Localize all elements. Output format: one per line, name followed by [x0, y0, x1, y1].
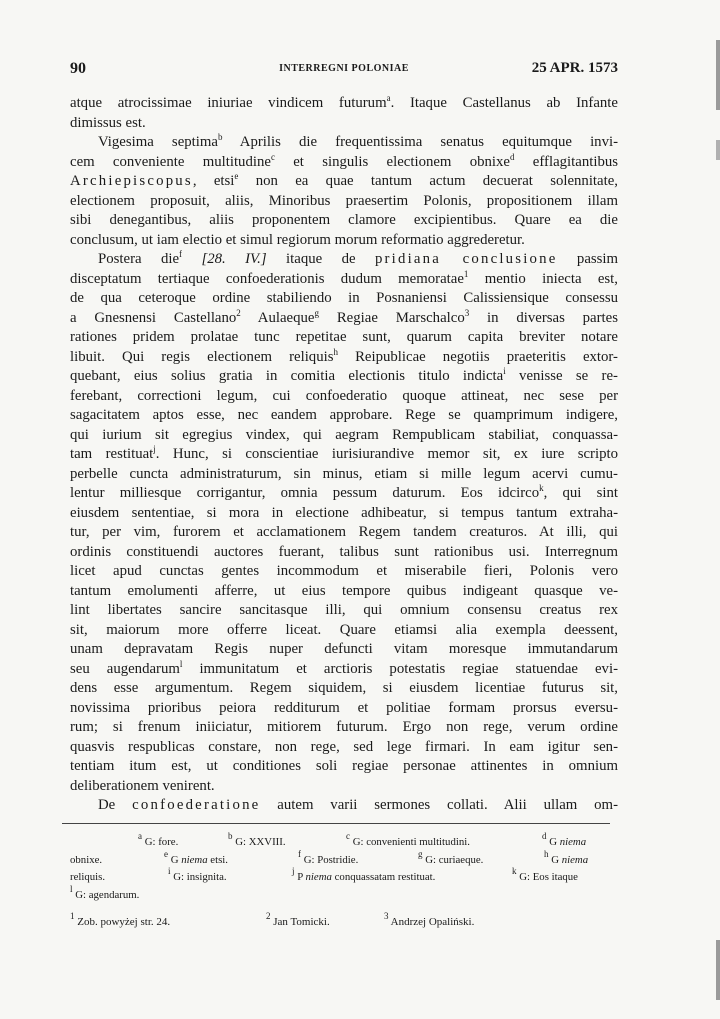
text-line: tantum emolumenti afferre, ut eius tempore quibus indigeant quasque ve-	[70, 582, 618, 599]
text-line: perbelle cuncta administraturum, sin minus, etiam si mille legum acervi cumu-	[70, 465, 618, 482]
text-line: atque atrocissimae iniuriae vindicem futurum$^a$. Itaque Castellanus ab Infante	[70, 93, 618, 111]
text-line: dimissus est.	[70, 114, 146, 131]
text-line: rationes pridem prolatae tunc repetitae sunt, quarum capita breviter notare	[70, 329, 618, 345]
variant-notes-line: obnixe. $^e$ G niema etsi. $^f$ G: Postridie. $^g$ G: curiaeque. $^h$ G niema	[70, 848, 589, 866]
header-date: 25 APR. 1573	[531, 60, 618, 76]
text-line: electionem proposuit, aliis, Minoribus praesertim Polonis, propositionem illam	[70, 192, 618, 209]
text-line: quebant, eius solius gratia in comitia electionis titulo indicta$^i$ venisse se re-	[70, 366, 618, 384]
text-line: quasvis respublicas constare, non rege, sed lege firmari. In eam igitur sen-	[70, 738, 618, 755]
footnote-divider	[62, 823, 610, 824]
text-line: libuit. Qui regis electionem reliquis$^h$ Reipublicae negotiis praeteritis extor-	[70, 346, 618, 365]
text-line: ordinis constituendi auctores fuerant, talibus sunt rationibus usi. Interregnum	[70, 543, 618, 560]
text-line: lint libertates sancire sancitasque illi, qui omnium consensu creatus rex	[70, 602, 618, 618]
text-line: ferebant, correctioni legum, cui confoederatio quoque attineat, nec sese per	[70, 387, 618, 404]
text-line: Vigesima septima$^b$ Aprilis die frequentissima senatus equitumque invi-	[98, 132, 619, 150]
variant-notes-line: $^a$ G: fore. $^b$ G: XXVIII. $^c$ G: convenienti multitudini. $^d$ G niema	[138, 831, 587, 848]
text-line: a Gnesnensi Castellano$^2$ Aulaeque$^g$ Regiae Marschalco$^3$ in diversas partes	[70, 307, 618, 326]
text-line: cem conveniente multitudine$^c$ et singulis electionem obnixe$^d$ efflagitantibus	[70, 151, 618, 170]
text-line: de qua ceteroque ordine stabiliendo in Posnaniensi Calissiensique consessu	[70, 290, 618, 306]
variant-notes-line: reliquis. $^i$ G: insignita. $^j$ P niema conquassatam restituat. $^k$ G: Eos itaque	[70, 866, 578, 883]
text-line: sit, maiorum more offerre liceat. Quare etiamsi alia exempla deessent,	[70, 621, 618, 638]
footnotes	[70, 911, 618, 934]
text-line: sagacitatem aptos esse, nec eandem approbare. Rege se quamprimum indigere,	[70, 407, 618, 423]
page-number: 90	[70, 60, 86, 77]
text-line: deliberationem venirent.	[70, 777, 215, 794]
variant-notes-line: $^l$ G: agendarum.	[70, 883, 140, 901]
running-header	[70, 60, 618, 80]
text-line: unam depravatam Regis nuper defuncti vitam moresque immutandarum	[70, 641, 618, 657]
footnote: $^3$ Andrzej Opaliński.	[384, 911, 475, 928]
text-line: tentiam itum est, ut conditiones soli regiae personae attinentes in omnium	[70, 758, 618, 774]
text-line: seu augendarum$^l$ immunitatum et arctioris potestatis regiae statuendae evi-	[70, 658, 618, 677]
text-line: Archiepiscopus, etsi$^e$ non ea quae tantum actum decuerat solennitate,	[70, 171, 618, 189]
text-line: licet apud cunctas gentes incommodum et miserabile fieri, Polonis vero	[70, 563, 618, 579]
scan-edge-mark	[716, 140, 720, 160]
text-line: lentur milliesque corrigantur, omnia pessum daturum. Eos idcirco$^k$, qui sint	[70, 483, 618, 501]
text-line: conclusum, ut iam electio et simul regiorum morum reformatio aggrederetur.	[70, 231, 525, 248]
text-line: dens esse argumentum. Regem siquidem, si eiusdem licentiae futurus sit,	[70, 680, 618, 696]
footnote: $^1$ Zob. powyżej str. 24.	[70, 911, 171, 928]
text-line: disceptatum tertiaque confoederationis dudum memoratae$^1$ mentio iniecta est,	[70, 268, 618, 287]
running-title: INTERREGNI POLONIAE	[279, 63, 409, 74]
text-line: tur, per vim, furorem et acclamationem Regem tandem creaturos. At illi, qui	[70, 524, 618, 540]
text-line: rum; si frenum iniiciatur, mitiorem futurum. Ergo non rege, verum ordine	[70, 719, 618, 735]
scan-edge-mark	[716, 40, 720, 110]
text-line: tam restituat$^j$. Hunc, si conscientiae iurisiurandive memor sit, ex iure scripto	[70, 444, 618, 462]
text-line: sibi denegantibus, aliis proponentem clamore excipientibus. Quare ea die	[70, 212, 618, 228]
text-line: Postera die$^f$ [28. IV.] itaque de pridiana conclusione passim	[98, 249, 619, 267]
main-text	[70, 94, 618, 816]
scan-edge-mark	[716, 940, 720, 1000]
text-line: qui iurium sit egregius vindex, qui aegram Rempublicam stabiliat, conquassa-	[70, 426, 618, 443]
text-line: eiusdem sententiae, si mora in electione adhibeatur, si tempus tantum extraha-	[70, 504, 618, 521]
variant-notes	[70, 831, 618, 904]
text-line: De confoederatione autem varii sermones collati. Alii ullam om-	[98, 797, 618, 813]
footnote: $^2$ Jan Tomicki.	[266, 911, 330, 928]
text-line: novissima prioribus peiora redditurum et politiae formam prorsus eversu-	[70, 699, 618, 716]
